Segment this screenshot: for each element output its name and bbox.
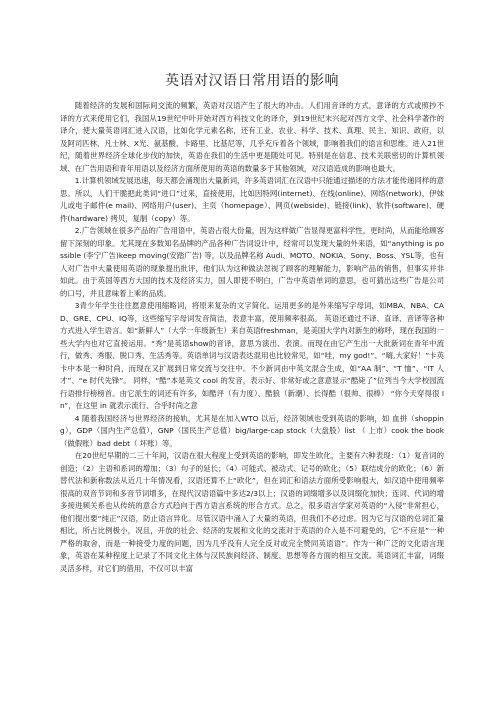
paragraph-advertising-field: 2.广告领域在很多产品的广告用语中，英语占很大份量，因为这样做广告显得更富科学性，更时尚，从而能给顾客留下深刻的印象。尤其现在多数知名品牌的产品各种广告词设计中，经常可以发现大量的外来语，如“anything is possible (李宁广告)keep moving(安踏广告) 等，以及品牌名称 Audi、MOTO、NOKIA、Sony、Boss、YSL等，也有人对广告中大量使用英语的现象提出批评，他们认为这种做法忽视了顾客的理解能力，影响产品的销售，但事实并非如此。由于英国等西方大国的技术及经济实力，国人即使不明白，广告中英语单词的意思，也可猜出这些广告是公司的口号，并且意味着上乘的品质。 [60,226,444,298]
paragraph-economy-field: 4 随着我国经济与世界经济的接轨，尤其是在加入WTO 以后，经济领域也受到英语的影响，如 血拼（shopping），GDP（国内生产总值），GNP（国民生产总值）big/large-cap stock（大盘股）list （ 上市）cook the book （做假账）bad debt（ 坏账）等。 [60,413,444,448]
paragraph-computer-field: 1.计算机领域发展迅速，每天都会涌现出大量新词，许多英语词汇在汉语中只能通过描述的方法才能传递同样的意思。所以，人们干脆把此类词“进口”过来，直接使用，比如因特网(internet)、在线(online)、网络(network)、伊妹儿或电子邮件(e mail)、网络用户(user)、主页（homepage）、网页(webside)、链接(link)、软件(software)、硬件(hardware) 拷贝，复制（copy）等。 [60,176,444,223]
document-title: 英语对汉语日常用语的影响 [165,73,339,89]
paragraph-europeanization: 在20世纪早期的二三十年间，汉语在很大程度上受到英语的影响，即发生欧化，主要有六种表现：（1）复音词的创造；（2）主语和系词的增加；（3）句子的延长；（4）可能式、被动式、记号的欧化；（5）联结成分的欧化；（6）新替代法和新称数法从近几十年情况看，汉语还算不上“欧化”，但在词汇和语法方面所受影响很大，如汉语中使用频率很高的双音节词和多音节词增多，在现代汉语语篇中多达2/3以上；汉语的词缀增多以及词缀化加快；连词、代词的增多接进频关系也从传统的意合方式趋向于西方语言系统的形合方式。总之，很多语言学家对英语的“入侵”非常担心，他们提出要“纯正”汉语，防止语言异化。尽管汉语中涌入了大量的英语，但我们不必过虑。因为它与汉语的总词汇量相比，所占比例极小，况且，开放的社会、经济的发展和文化的交流对于英语的介入是不可避免的，它“不应是”一种严格的取舍，而是一种接受力度的问题，因为几乎没有人完全反对或完全赞同英语语”。作为一种广泛的文化语言现象，英语在某种程度上记录了不同文化主体与汉民族间经济、制度、思想等各方面的相互交流。英语词汇丰富，词缀灵活多样，对它们的借用，不仅可以丰富 [60,451,444,573]
document-body [60,100,444,575]
paragraph-youth-language: 3青少年学生往往愿意使用缩略词，将原来复杂的文字简化。运用更多的是外来缩写字母词，如MBA、NBA、CAD、GRE、CPU、IQ等，这些缩写字母词发音简洁，表意丰富，使用频率很高。 英语还通过不译、直译、音译等各种方式进入学生语言。如“新鲜人”（大学一年级新生）来自英语freshman，是美国大学内对新生的称呼，现在我国的一些大学内也对它直接运用。“秀”是英语show的音译，意思为演出、表演。而现在由它产生出一大批新词在青年中流行，做秀、秀服、脱口秀、生活秀等。英语单词与汉语表达混用也比较常见，如“哇，my god!”、“嗨,大家好！”卡英卡中本是一种时尚，而现在又扩展到日常交流与交往中。不少新词由中英文混合生成，如“AA 制”、“T 恤”、“IT 人才”、“e 时代先锋”。 同样，“酷”本是英文 cool 的发音，表示好、非常好或之意意显示“酷毙了”位列当今大学校园流行语排行榜榜首。由它派生的词还有许多，如酷评（有力度）、酷狼（新潮）、长得酷（很帅、很棒） “你今天穿得很 In”，在这里 in 就表示流行、合乎时尚之意 [60,301,445,410]
paragraph-intro: 随着经济的发展和国际间交流的频繁，英语对汉语产生了很大的冲击。人们用音译的方式，意译的方式或照抄不译的方式来使用它们，我国从19世纪中叶开始对西方科技文化的译介，到19世纪末兴起对西方文学、社会科学著作的译介，使大量英语词汇进入汉语，比如化学元素名称，还有工业、农业、科学、技术、真理、民主、知识、政府，以及阿司匹林、凡士林、X光、氨基酸、卡路里、比基尼等，几乎充斥着各个领域，影响着我们的语言和思维。进入21世纪，随着世界经济全球化步伐的加快，英语在我们的生活中更是随处可见。特别是在信息、技术关联密切的计算机领域、在广告用语和青年用语以及经济方面所使用的英语的数量多于其他领域，对汉语造成的影响也最大。 [60,101,445,173]
